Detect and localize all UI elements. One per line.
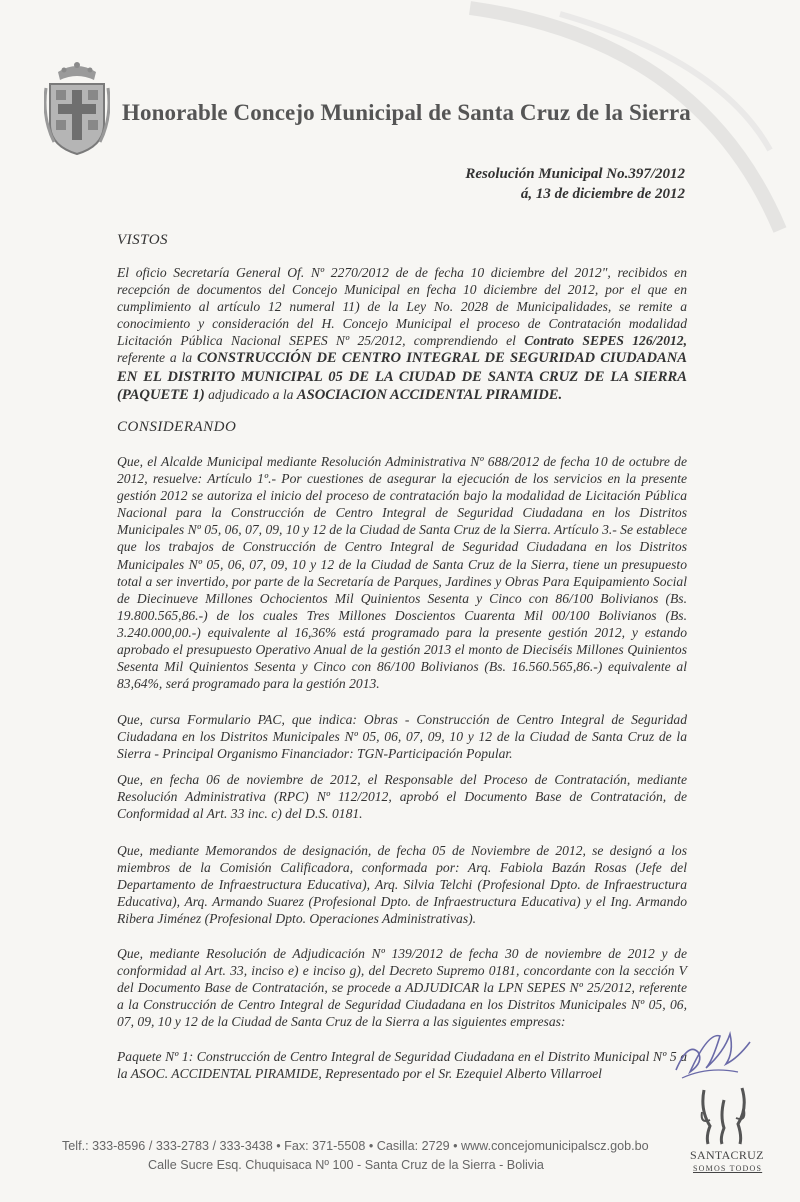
vistos-text: El oficio Secretaría General Of. Nº 2270/2012 de de fecha 10 diciembre del 2012", recibidos en recepción de documentos del Concejo Municipal en fecha 10 diciembre del 2012, por el que en cumplimiento al artículo 12 numeral 11) de la Ley No. 2028 de Municipalidades, se remite a conocimiento y consideración del H. Concejo Municipal el proceso de Contratación modalidad Licitación Pública Nacional SEPES Nº 25/2012, comprendiendo el [117,265,687,349]
considerando-heading: CONSIDERANDO [117,419,237,435]
header-decorative-curve [0,0,800,260]
resolution-date: á, 13 de diciembre de 2012 [520,186,685,202]
considerando-paragraph-3: Que, en fecha 06 de noviembre de 2012, el Responsable del Proceso de Contratación, mediante Resolución Administrativa (RPC) Nº 112/2012, aprobó el Documento Base de Contratación, de Conformidad al Art. 33 inc. c) del D.S. 0181. [117,772,687,822]
coat-of-arms-icon [44,58,110,158]
contract-number: Contrato SEPES 126/2012, [524,333,687,349]
considerando-paragraph-1: Que, el Alcalde Municipal mediante Resolución Administrativa Nº 688/2012 de fecha 10 de octubre de 2012, resuelve: Artículo 1º.- Por cuestiones de asegurar la ejecución de los servicios en la presente gestión 2012 se autoriza el inicio del proceso de contratación bajo la modalidad de Licitación Pública Nacional para la Construcción de Centro Integral de Seguridad Ciudadana en los Distritos Municipales Nº 05, 06, 07, 09, 10 y 12 de la Ciudad de Santa Cruz de la Sierra. Artículo 3.- Se establece que los trabajos de Construcción de Centro Integral de Seguridad Ciudadana en los Distritos Municipales Nº 05, 06, 07, 09, 10 y 12 de la Ciudad de Santa Cruz de la Sierra, tiene un presupuesto total a ser invertido, por parte de la Secretaría de Parques, Jardines y Obras Para Equipamiento Social de Diecinueve Millones Ochocientos Mil Quinientos Sesenta y Cinco con 86/100 Bolivianos (Bs. 19.800.565,86.-) de los cuales Tres Millones Doscientos Cuarenta Mil 00/100 Bolivianos (Bs. 3.240.000,00.-) equivalente al 16,36% está programado para la presente gestión 2012, y estando aprobado el presupuesto Operativo Anual de la gestión 2013 el monto de Dieciséis Millones Quinientos Sesenta Mil Quinientos Sesenta y Cinco con 86/100 Bolivianos (Bs. 16.560.565,86.-) equivalente al 83,64%, será programado para la gestión 2013. [117,454,687,692]
logo-name: SANTACRUZ [690,1148,764,1162]
council-name: Honorable Concejo Municipal de Santa Cruz de la Sierra [122,100,691,125]
considerando-paragraph-2: Que, cursa Formulario PAC, que indica: Obras - Construcción de Centro Integral de Seguridad Ciudadana en los Distritos Municipales Nº 05, 06, 07, 09, 10 y 12 de la Ciudad de Santa Cruz de la Sierra - Principal Organismo Financiador: TGN-Participación Popular. [117,712,687,762]
vistos-heading: VISTOS [117,232,169,248]
footer-address: Calle Sucre Esq. Chuquisaca Nº 100 - Santa Cruz de la Sierra - Bolivia [148,1158,544,1172]
resolution-number: Resolución Municipal No.397/2012 [465,166,685,182]
vistos-paragraph [117,264,687,404]
package-1-line: Paquete Nº 1: Construcción de Centro Integral de Seguridad Ciudadana en el Distrito Municipal Nº 5 a la ASOC. ACCIDENTAL PIRAMIDE, Representado por el Sr. Ezequiel Alberto Villarroel [117,1049,687,1082]
vistos-text-mid: referente a la [117,350,198,366]
considerando-paragraph-4: Que, mediante Memorandos de designación, de fecha 05 de Noviembre de 2012, se designó a los miembros de la Comisión Calificadora, conformada por: Arq. Fabiola Bazán Rosas (Jefe del Departamento de Infraestructura Educativa), Arq. Silvia Telchi (Profesional Dpto. de Infraestructura Educativa), Arq. Armando Suarez (Profesional Dpto. de Infraestructura Educativa) y el Ing. Armando Ribera Jiménez (Profesional Dpto. Operaciones Administrativas). [117,843,687,927]
awardee-name: ASOCIACION ACCIDENTAL PIRAMIDE. [296,386,563,403]
footer-contact: Telf.: 333-8596 / 333-2783 / 333-3438 • Fax: 371-5508 • Casilla: 2729 • www.concejomunicipalscz.gob.bo [62,1139,649,1153]
considerando-paragraph-5: Que, mediante Resolución de Adjudicación Nº 139/2012 de fecha 30 de noviembre de 2012 y de conformidad al Art. 33, inciso e) e inciso g), del Decreto Supremo 0181, concordante con la sección V del Documento Base de Contratación, se procede a ADJUDICAR la LPN SEPES Nº 25/2012, referente a la Construcción de Centro Integral de Seguridad Ciudadana en los Distritos Municipales Nº 05, 06, 07, 09, 10 y 12 de la Ciudad de Santa Cruz de la Sierra a las siguientes empresas: [117,946,687,1030]
vistos-text-after: adjudicado a la [204,386,297,402]
project-title: CONSTRUCCIÓN DE CENTRO INTEGRAL DE SEGURIDAD CIUDADANA EN EL DISTRITO MUNICIPAL 05 DE LA CIUDAD DE SANTA CRUZ DE LA SIERRA (PAQUETE 1) [117,350,687,403]
logo-tagline: SOMOS TODOS [693,1164,763,1173]
